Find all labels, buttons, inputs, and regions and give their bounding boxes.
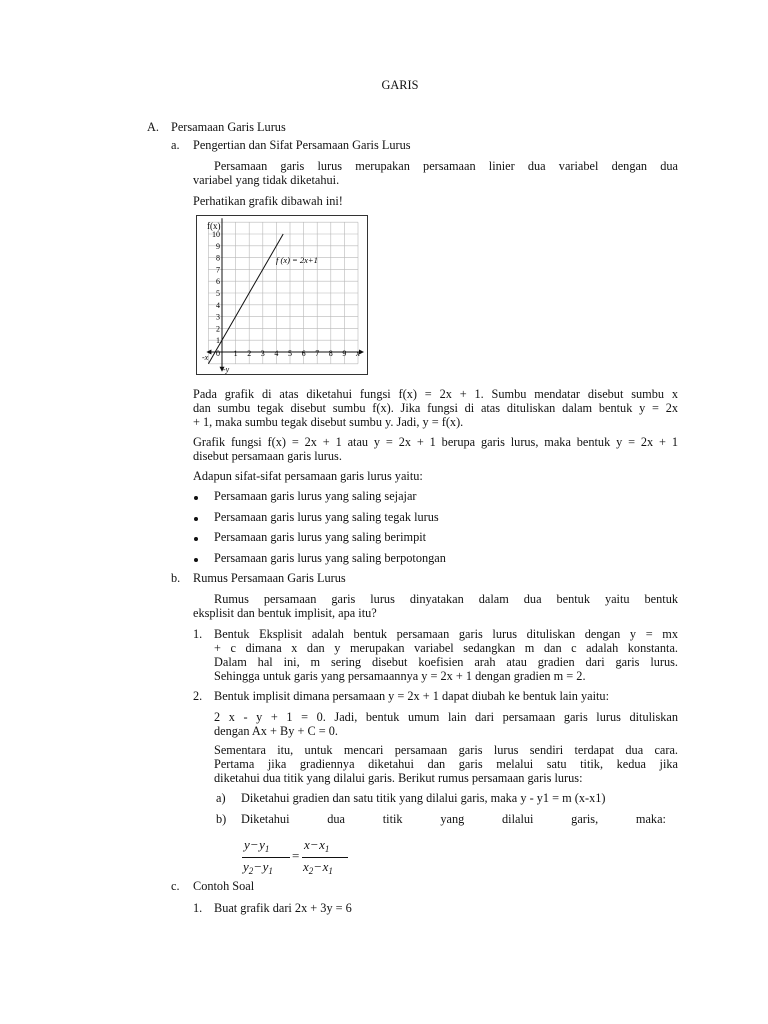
explain-line-1: Pada grafik di atas diketahui fungsi f(x) = 2x + 1. Sumbu mendatar disebut sumbu x: [193, 387, 678, 401]
y-tick-label: 4: [216, 300, 220, 310]
y-tick-label: 6: [216, 277, 220, 287]
case-b-text: [241, 813, 666, 827]
formula-right-denominator: $x_2-x_1$: [303, 859, 333, 876]
case-b-word: dilalui: [502, 812, 534, 826]
graph-origin-label: 0: [216, 349, 220, 358]
y-tick-label: 3: [216, 312, 220, 322]
sub-b-heading: Rumus Persamaan Garis Lurus: [193, 571, 346, 585]
formula-left-numerator: $y-y_1$: [244, 837, 270, 854]
item-2-marker: 2.: [193, 689, 203, 703]
case-b-word: titik: [382, 812, 403, 826]
line-graph-figure: [196, 215, 368, 375]
graph-func-line-2: disebut persamaan garis lurus.: [193, 449, 342, 463]
bullet-dot: [194, 537, 198, 541]
item-2-line-1: Bentuk implisit dimana persamaan y = 2x + 1 dapat diubah ke bentuk lain yaitu:: [214, 689, 609, 703]
formula-left-denominator: $y_2-y_1$: [243, 859, 273, 876]
item-1-line-1: Bentuk Eksplisit adalah bentuk persamaan garis lurus dituliskan dengan y = mx: [214, 627, 678, 641]
y-tick-label: 8: [216, 253, 220, 263]
sementara-line-3: diketahui dua titik yang dilalui garis. Berikut rumus persamaan garis lurus:: [214, 771, 583, 785]
section-a-heading: Persamaan Garis Lurus: [171, 120, 286, 134]
example-1-text: Buat grafik dari 2x + 3y = 6: [214, 901, 352, 915]
intro-line-1: Persamaan garis lurus merupakan persamaan linier dua variabel dengan dua: [214, 159, 678, 173]
item-1-line-2: + c dimana x dan y merupakan variabel sedangkan m dan c adalah konstanta.: [214, 641, 678, 655]
y-tick-label: 1: [216, 336, 220, 346]
y-tick-label: 2: [216, 324, 220, 334]
y-tick-label: 9: [216, 241, 220, 251]
sub-a-marker: a.: [171, 138, 180, 152]
graph-func-line-1: Grafik fungsi f(x) = 2x + 1 atau y = 2x + 1 berupa garis lurus, maka bentuk y = 2x + 1: [193, 435, 678, 449]
case-b-word: garis,: [571, 812, 599, 826]
rumus-line-2: eksplisit dan bentuk implisit, apa itu?: [193, 606, 377, 620]
intro-line-2: variabel yang tidak diketahui.: [193, 173, 340, 187]
y-tick-label: 10: [212, 230, 220, 239]
sub-b-marker: b.: [171, 571, 181, 585]
x-tick-label: 8: [328, 349, 333, 358]
section-a-marker: A.: [147, 120, 159, 134]
case-b-word: maka:: [635, 812, 666, 826]
prop-item-3: Persamaan garis lurus yang saling berimpit: [214, 530, 427, 544]
rumus-line-1: Rumus persamaan garis lurus dinyatakan dalam dua bentuk yaitu bentuk: [214, 592, 678, 606]
sub-a-heading: Pengertian dan Sifat Persamaan Garis Lurus: [193, 138, 411, 152]
graph-y-axis-label: f(x): [207, 221, 221, 231]
implicit-line-1: 2 x - y + 1 = 0. Jadi, bentuk umum lain dari persamaan garis lurus dituliskan: [214, 710, 678, 724]
case-b-word: dua: [327, 812, 346, 826]
y-tick-label: 7: [216, 265, 220, 275]
x-tick-label: 2: [247, 349, 252, 358]
prop-item-1: Persamaan garis lurus yang saling sejajar: [214, 489, 417, 503]
page-title: GARIS: [381, 78, 419, 92]
explain-line-2: dan sumbu tegak disebut sumbu f(x). Jika fungsi di atas dituliskan dalam bentuk y = 2x: [193, 401, 678, 415]
sub-c-heading: Contoh Soal: [193, 879, 255, 893]
graph-x-axis-label: x: [356, 348, 360, 358]
formula-right-fraction-bar: [302, 857, 348, 858]
item-1-line-4: Sehingga untuk garis yang persamaannya y = 2x + 1 dengan gradien m = 2.: [214, 669, 586, 683]
case-a-text: Diketahui gradien dan satu titik yang dilalui garis, maka y - y1 = m (x-x1): [241, 791, 606, 805]
bullet-dot: [194, 558, 198, 562]
case-a-marker: a): [216, 791, 226, 805]
sementara-line-2: Pertama jika gradiennya diketahui dan garis melalui satu titik, kedua jika: [214, 757, 678, 771]
x-tick-label: 6: [301, 349, 306, 358]
case-b-marker: b): [216, 812, 227, 826]
x-tick-label: 3: [260, 349, 265, 358]
sub-c-marker: c.: [171, 879, 180, 893]
see-graph-text: Perhatikan grafik dibawah ini!: [193, 194, 343, 208]
prop-item-2: Persamaan garis lurus yang saling tegak lurus: [214, 510, 439, 524]
implicit-line-2: dengan Ax + By + C = 0.: [214, 724, 338, 738]
bullet-dot: [194, 496, 198, 500]
bullet-dot: [194, 517, 198, 521]
x-tick-label: 7: [315, 349, 320, 358]
explain-line-3: + 1, maka sumbu tegak disebut sumbu y. Jadi, y = f(x).: [193, 415, 464, 429]
item-1-line-3: Dalam hal ini, m sering disebut koefisien arah atau gradien dari garis lurus.: [214, 655, 678, 669]
item-1-marker: 1.: [193, 627, 203, 641]
x-tick-label: 4: [274, 349, 279, 358]
graph-neg-x-label: -x: [202, 353, 209, 362]
two-point-formula: [242, 838, 352, 878]
graph-neg-y-label: -y: [223, 365, 230, 374]
sementara-line-1: Sementara itu, untuk mencari persamaan garis lurus sendiri terdapat dua cara.: [214, 743, 678, 757]
case-b-word: yang: [440, 812, 465, 826]
graph-equation-label: f (x) = 2x+1: [276, 255, 318, 265]
x-tick-label: 1: [233, 349, 238, 358]
formula-right-numerator: $x-x_1$: [304, 837, 330, 854]
x-tick-label: 5: [288, 349, 292, 358]
formula-left-fraction-bar: [242, 857, 290, 858]
y-tick-label: 5: [216, 289, 220, 298]
x-tick-label: 9: [342, 349, 347, 358]
example-1-marker: 1.: [193, 901, 203, 915]
case-b-word: Diketahui: [241, 812, 290, 826]
prop-item-4: Persamaan garis lurus yang saling berpotongan: [214, 551, 446, 565]
formula-equals: =: [292, 848, 300, 863]
props-intro: Adapun sifat-sifat persamaan garis lurus yaitu:: [193, 469, 423, 483]
